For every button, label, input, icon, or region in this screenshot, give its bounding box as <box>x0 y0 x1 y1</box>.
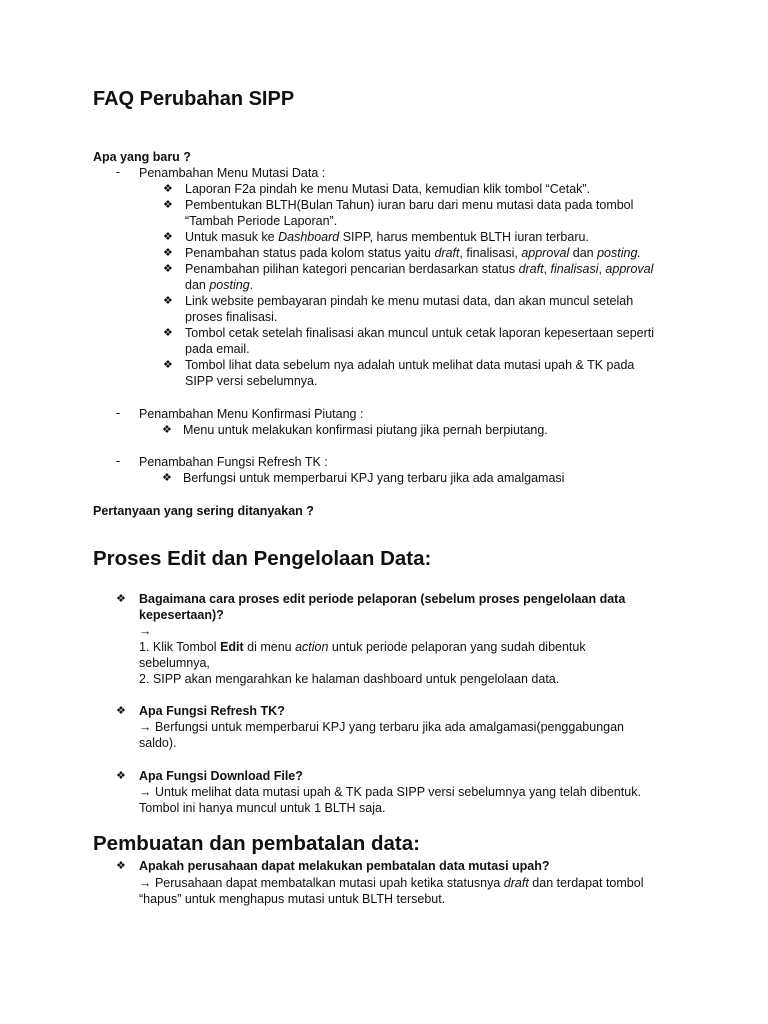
faq-question-continuation: kepesertaan)? <box>139 608 224 622</box>
diamond-bullet-icon: ❖ <box>163 231 173 243</box>
dash-bullet: - <box>116 454 121 468</box>
list-item: Menu untuk melakukan konfirmasi piutang jika pernah berpiutang. <box>183 423 548 437</box>
list-item-continuation: SIPP versi sebelumnya. <box>185 374 318 388</box>
diamond-bullet-icon: ❖ <box>163 247 173 259</box>
faq-answer-continuation: sebelumnya, <box>139 656 210 670</box>
list-item: Untuk masuk ke Dashboard SIPP, harus membentuk BLTH iuran terbaru. <box>185 230 589 244</box>
list-item: Tombol cetak setelah finalisasi akan muncul untuk cetak laporan kepesertaan seperti <box>185 326 655 340</box>
list-item: Laporan F2a pindah ke menu Mutasi Data, kemudian klik tombol “Cetak”. <box>185 182 591 196</box>
faq-heading: Pertanyaan yang sering ditanyakan ? <box>93 504 314 518</box>
faq-answer: 2. SIPP akan mengarahkan ke halaman dashboard untuk pengelolaan data. <box>139 672 560 686</box>
faq-question: Apa Fungsi Refresh TK? <box>139 704 285 718</box>
diamond-bullet-icon: ❖ <box>163 263 173 275</box>
diamond-bullet-icon: ❖ <box>116 593 126 605</box>
diamond-bullet-icon: ❖ <box>162 472 172 484</box>
faq-answer-continuation: “hapus” untuk menghapus mutasi untuk BLTH tersebut. <box>139 892 446 906</box>
list-item: Pembentukan BLTH(Bulan Tahun) iuran baru dari menu mutasi data pada tombol <box>185 198 634 212</box>
diamond-bullet-icon: ❖ <box>116 860 126 872</box>
list-item-continuation: “Tambah Periode Laporan”. <box>185 214 338 228</box>
list-item: Link website pembayaran pindah ke menu mutasi data, dan akan muncul setelah <box>185 294 634 308</box>
list-item: Penambahan status pada kolom status yaitu draft, finalisasi, approval dan posting. <box>185 246 641 260</box>
diamond-bullet-icon: ❖ <box>163 359 173 371</box>
diamond-bullet-icon: ❖ <box>163 183 173 195</box>
group-label-refresh-tk: Penambahan Fungsi Refresh TK : <box>139 455 328 469</box>
diamond-bullet-icon: ❖ <box>163 199 173 211</box>
list-item-continuation: pada email. <box>185 342 250 356</box>
faq-answer: 1. Klik Tombol Edit di menu action untuk periode pelaporan yang sudah dibentuk <box>139 640 586 654</box>
page-title: FAQ Perubahan SIPP <box>93 88 295 110</box>
faq-question: Apa Fungsi Download File? <box>139 769 303 783</box>
section-title-pembatalan: Pembuatan dan pembatalan data: <box>93 832 420 855</box>
faq-answer: → Untuk melihat data mutasi upah & TK pada SIPP versi sebelumnya yang telah dibentuk. <box>139 785 641 799</box>
dash-bullet: - <box>116 165 121 179</box>
faq-question: Bagaimana cara proses edit periode pelaporan (sebelum proses pengelolaan data <box>139 592 626 606</box>
group-label-mutasi-data: Penambahan Menu Mutasi Data : <box>139 166 326 180</box>
list-item: Berfungsi untuk memperbarui KPJ yang terbaru jika ada amalgamasi <box>183 471 565 485</box>
list-item: Tombol lihat data sebelum nya adalah untuk melihat data mutasi upah & TK pada <box>185 358 635 372</box>
dash-bullet: - <box>116 406 121 420</box>
section-title-edit: Proses Edit dan Pengelolaan Data: <box>93 547 432 570</box>
faq-answer-continuation: saldo). <box>139 736 177 750</box>
faq-answer: → Berfungsi untuk memperbarui KPJ yang terbaru jika ada amalgamasi(penggabungan <box>139 720 625 734</box>
faq-question: Apakah perusahaan dapat melakukan pembatalan data mutasi upah? <box>139 859 550 873</box>
list-item: Penambahan pilihan kategori pencarian berdasarkan status draft, finalisasi, approval <box>185 262 654 276</box>
whats-new-heading: Apa yang baru ? <box>93 150 191 164</box>
diamond-bullet-icon: ❖ <box>116 705 126 717</box>
faq-answer-continuation: Tombol ini hanya muncul untuk 1 BLTH saja. <box>139 801 386 815</box>
diamond-bullet-icon: ❖ <box>163 295 173 307</box>
list-item-continuation: dan posting. <box>185 278 254 292</box>
arrow-glyph: → <box>139 624 152 638</box>
faq-answer: → Perusahaan dapat membatalkan mutasi upah ketika statusnya draft dan terdapat tombol <box>139 876 644 890</box>
diamond-bullet-icon: ❖ <box>163 327 173 339</box>
diamond-bullet-icon: ❖ <box>116 770 126 782</box>
list-item-continuation: proses finalisasi. <box>185 310 278 324</box>
diamond-bullet-icon: ❖ <box>162 424 172 436</box>
group-label-konfirmasi-piutang: Penambahan Menu Konfirmasi Piutang : <box>139 407 364 421</box>
